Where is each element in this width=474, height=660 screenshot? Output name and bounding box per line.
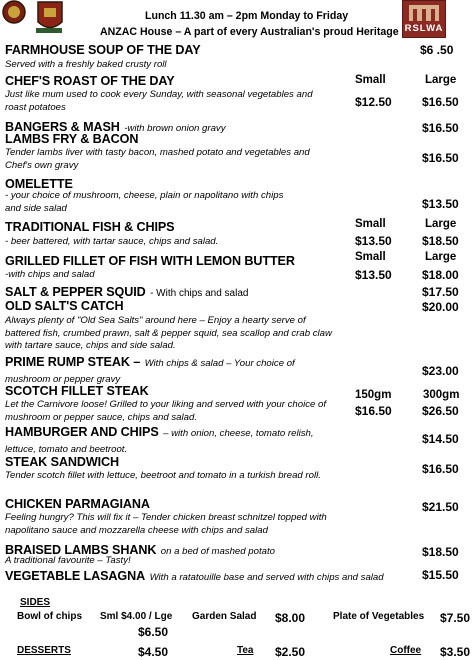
lunch-hours: Lunch 11.30 am – 2pm Monday to Friday xyxy=(145,10,349,22)
item-inline-desc: - With chips and salad xyxy=(150,288,249,299)
side-chips-size: Sml $4.00 / Lge xyxy=(100,611,173,622)
item-title: HAMBURGER AND CHIPS xyxy=(5,425,159,439)
item-price: $23.00 xyxy=(422,364,459,378)
item-inline-desc: on a bed of mashed potato xyxy=(160,546,275,557)
side-veg-label: Plate of Vegetables xyxy=(333,611,425,622)
rslwa-logo xyxy=(402,0,446,38)
size-large-head: 300gm xyxy=(423,389,460,401)
item-title: BANGERS & MASH xyxy=(5,120,120,134)
item-price: $16.50 xyxy=(422,151,459,165)
item-title: OLD SALT'S CATCH xyxy=(5,299,124,313)
item-title: LAMBS FRY & BACON xyxy=(5,132,139,146)
price-small: $12.50 xyxy=(355,95,392,109)
side-chips-label: Bowl of chips xyxy=(17,611,82,622)
item-price: $14.50 xyxy=(422,432,459,446)
size-small-head: Small xyxy=(355,74,386,86)
price-small: $13.50 xyxy=(355,268,392,282)
side-chips-large-price: $6.50 xyxy=(138,625,169,639)
item-desc: Served with a freshly baked crusty roll xyxy=(5,59,167,70)
item-price: $15.50 xyxy=(422,568,459,582)
item-title: BRAISED LAMBS SHANK xyxy=(5,543,157,557)
item-title: CHICKEN PARMAGIANA xyxy=(5,497,150,511)
item-desc: - your choice of mushroom, cheese, plain or napolitano with chips and side salad xyxy=(5,190,284,214)
item-desc: Tender lambs liver with tasty bacon, mashed potato and vegetables and Chef's own gravy xyxy=(5,147,310,171)
item-title: OMELETTE xyxy=(5,177,73,191)
price-large: $18.50 xyxy=(422,234,459,248)
item-inline-desc: -with brown onion gravy xyxy=(124,123,226,134)
size-large-head: Large xyxy=(425,218,457,230)
tea-price: $2.50 xyxy=(275,645,306,659)
item-price: $21.50 xyxy=(422,500,459,514)
house-tagline: ANZAC House – A part of every Australian's proud Heritage xyxy=(100,26,399,38)
size-small-head: 150gm xyxy=(355,389,392,401)
item-price: $17.50 xyxy=(422,285,459,299)
item-price: $18.50 xyxy=(422,545,459,559)
item-desc: Let the Carnivore loose! Grilled to your liking and served with your choice of mushroom or pepper sauce, chips and salad. xyxy=(5,399,327,423)
item-price: $16.50 xyxy=(422,121,459,135)
price-large: $18.00 xyxy=(422,268,459,282)
desserts-heading: DESSERTS xyxy=(17,645,71,656)
side-veg-price: $7.50 xyxy=(440,611,471,625)
item-title: TRADITIONAL FISH & CHIPS xyxy=(5,220,175,234)
size-small-head: Small xyxy=(355,218,386,230)
side-salad-price: $8.00 xyxy=(275,611,306,625)
size-large-head: Large xyxy=(425,74,457,86)
item-desc: Tender scotch fillet with lettuce, beetroot and tomato in a turkish bread roll. xyxy=(5,470,321,481)
item-desc: Always plenty of "Old Sea Salts" around here – Enjoy a hearty serve of battered fish, crumbed prawn, salt & pepper squid, sea scallop and crab claw with tartare sauce, chips and side salad. xyxy=(5,315,332,351)
item-inline-desc: With chips & salad – Your choice of mushroom or pepper gravy xyxy=(5,358,295,385)
item-desc: Just like mum used to cook every Sunday, with seasonal vegetables and roast potatoes xyxy=(5,89,313,113)
size-small-head: Small xyxy=(355,251,386,263)
item-inline-desc: – with onion, cheese, tomato relish, lettuce, tomato and beetroot. xyxy=(5,428,314,455)
item-desc: - beer battered, with tartar sauce, chips and salad. xyxy=(5,236,219,247)
price-large: $26.50 xyxy=(422,404,459,418)
rslwa-logo-text: RSLWA xyxy=(404,23,444,34)
item-line xyxy=(5,425,340,456)
item-title: CHEF'S ROAST OF THE DAY xyxy=(5,74,175,88)
item-title: STEAK SANDWICH xyxy=(5,455,120,469)
rsl-crest-icon xyxy=(0,0,80,34)
price-small: $16.50 xyxy=(355,404,392,418)
price-small: $13.50 xyxy=(355,234,392,248)
tea-label: Tea xyxy=(237,645,254,656)
item-desc: A traditional favourite – Tasty! xyxy=(5,555,131,566)
item-price: $13.50 xyxy=(422,197,459,211)
item-line xyxy=(5,567,384,585)
dessert-price: $4.50 xyxy=(138,645,169,659)
sides-heading: SIDES xyxy=(20,597,51,608)
coffee-label: Coffee xyxy=(390,645,422,656)
item-title: SCOTCH FILLET STEAK xyxy=(5,384,149,398)
side-salad-label: Garden Salad xyxy=(192,611,257,622)
item-price: $16.50 xyxy=(422,462,459,476)
item-price: $6 .50 xyxy=(420,43,454,57)
item-inline-desc: With a ratatouille base and served with chips and salad xyxy=(149,572,384,583)
item-title: VEGETABLE LASAGNA xyxy=(5,569,146,583)
item-title: PRIME RUMP STEAK – xyxy=(5,355,141,369)
item-desc: Feeling hungry? This will fix it – Tender chicken breast schnitzel topped with napolitano sauce and mozzarella cheese with chips and salad xyxy=(5,512,327,536)
item-title: GRILLED FILLET OF FISH WITH LEMON BUTTER xyxy=(5,254,295,268)
item-line xyxy=(5,355,340,386)
price-large: $16.50 xyxy=(422,95,459,109)
item-title: FARMHOUSE SOUP OF THE DAY xyxy=(5,43,201,57)
item-price: $20.00 xyxy=(422,300,459,314)
size-large-head: Large xyxy=(425,251,457,263)
item-title: SALT & PEPPER SQUID xyxy=(5,285,146,299)
coffee-price: $3.50 xyxy=(440,645,471,659)
item-desc: -with chips and salad xyxy=(5,269,95,280)
